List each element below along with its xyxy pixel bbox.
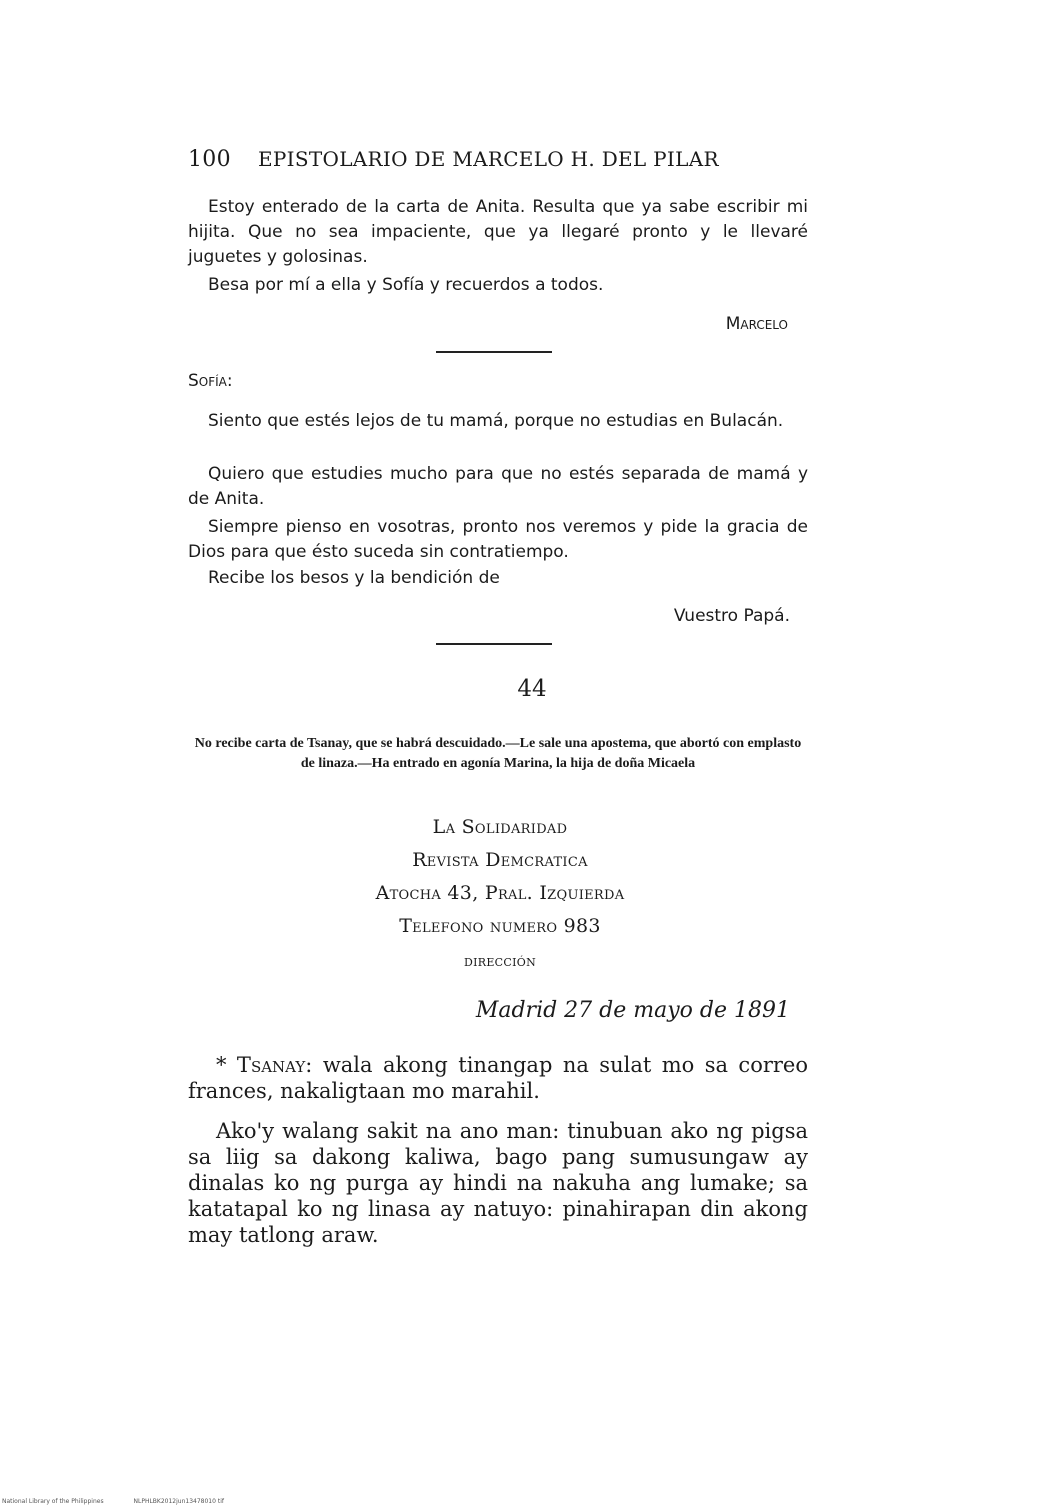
letter2-paragraph: Quiero que estudies mucho para que no estés separada de mamá y de Anita.	[188, 464, 808, 509]
letterhead-line: La Solidaridad	[432, 816, 568, 838]
letter-summary: No recibe carta de Tsanay, que se habrá descuidado.—Le sale una apostema, que abortó con emplasto de linaza.—Ha entrado en agonía Marina, la hija de doña Micaela	[194, 736, 802, 771]
scan-filename: NLPHLBK2012jun13478010 tif	[133, 1498, 224, 1505]
letter-number: 44	[517, 676, 547, 702]
archive-name: National Library of the Philippines	[2, 1498, 104, 1505]
letter3-paragraph	[188, 1052, 808, 1104]
letter2-paragraph: Siento que estés lejos de tu mamá, porque no estudias en Bulacán.	[208, 411, 784, 431]
letter1-paragraph: Estoy enterado de la carta de Anita. Resulta que ya sabe escribir mi hijita. Que no sea impaciente, que ya llegaré pronto y le llevaré juguetes y golosinas.	[188, 197, 808, 267]
letter3-salutation: * Tsanay:	[216, 1053, 313, 1077]
letter1-paragraph: Besa por mí a ella y Sofía y recuerdos a todos.	[208, 275, 604, 295]
section-divider	[436, 351, 552, 353]
scan-footer	[2, 1498, 252, 1505]
running-title: EPISTOLARIO DE MARCELO H. DEL PILAR	[258, 147, 719, 171]
letterhead-line: dirección	[464, 952, 536, 970]
page-header	[188, 147, 808, 177]
letter2-paragraph: Siempre pienso en vosotras, pronto nos veremos y pide la gracia de Dios para que ésto suceda sin contratiempo.	[188, 517, 808, 562]
letter2-salutation: Sofía:	[188, 371, 233, 391]
page-number: 100	[188, 147, 231, 172]
letter2-signature: Vuestro Papá.	[673, 606, 790, 626]
letterhead-line: Revista Demcratica	[412, 849, 588, 871]
letter-date: Madrid 27 de mayo de 1891	[475, 998, 790, 1023]
section-divider	[436, 643, 552, 645]
letter2-paragraph: Recibe los besos y la bendición de	[208, 568, 500, 588]
letterhead-line: Atocha 43, Pral. Izquierda	[375, 882, 625, 904]
letterhead-line: Telefono numero 983	[399, 915, 601, 937]
letter3-paragraph: Ako'y walang sakit na ano man: tinubuan ako ng pigsa sa liig sa dakong kaliwa, bago pang sumusungaw ay dinalas ko ng purga ay hindi na nakuha ang lumake; sa katatapal ko ng linasa ay natuyo: pinahirapan din akong may tatlong araw.	[188, 1119, 808, 1247]
letter3-paragraph-text: wala akong tinangap na sulat mo sa correo frances, nakaligtaan mo marahil.	[188, 1053, 808, 1103]
letter1-signature: Marcelo	[725, 314, 788, 334]
